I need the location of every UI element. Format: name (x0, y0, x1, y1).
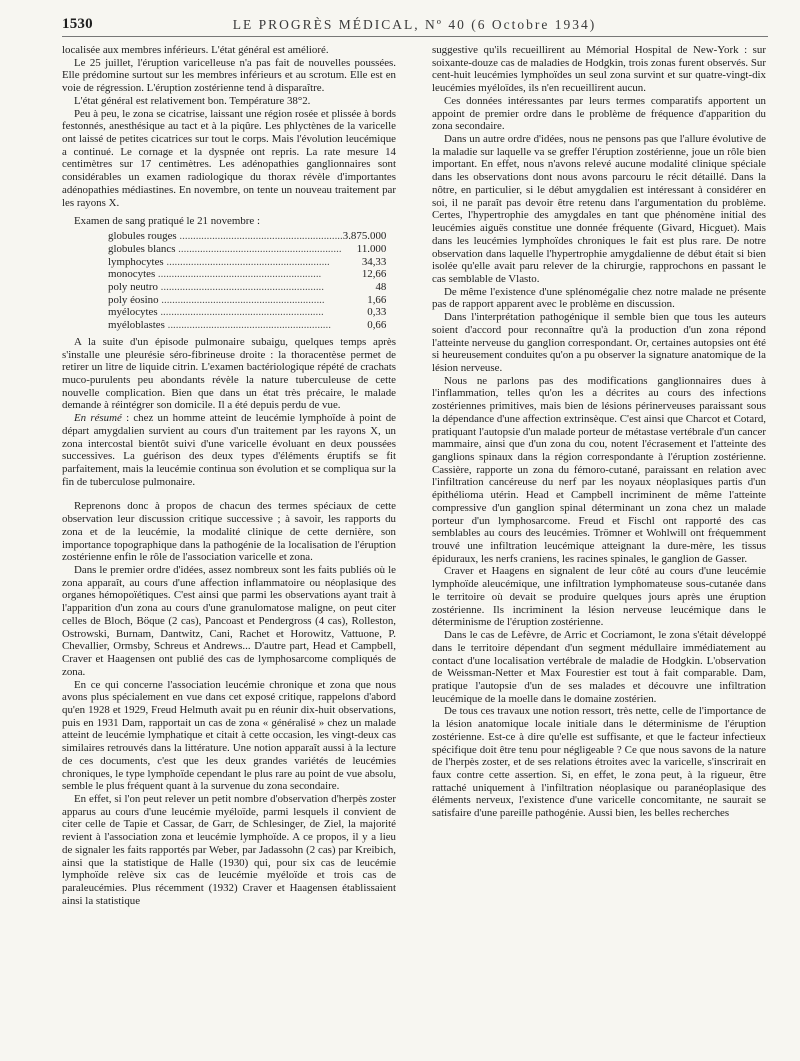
dot-leader: ............................................................ (175, 242, 342, 255)
blood-exam-row (108, 294, 386, 307)
summary-text: : chez un homme atteint de leucémie lymphoïde à point de départ amygdalien survient au cours d'un traitement par les rayons X, un zona intercostal bientôt suivi d'une varicelle évoluant en deux poussées successives. La guérison des deux types d'éléments éruptifs se fit parfaitement, mais la leucémie continua son évolution et se compliqua sur la fin de tuberculose pulmonaire. (62, 412, 396, 488)
blood-exam-value: 34,33 (361, 255, 387, 268)
paragraph: De même l'existence d'une splénomégalie chez notre malade ne présente pas de rapport apparent avec le problème en discussion. (432, 285, 766, 311)
paragraph: suggestive qu'ils recueillirent au Mémorial Hospital de New-York : sur soixante-douze cas de maladies de Hodgkin, trois zonas furent observés. Sur cent-huit leucémies lymphoïdes un seul zona survint et sur quatre-vingt-dix leucémies myéloïdes, ils n'en recueillirent aucun. (432, 44, 766, 95)
blood-exam-value: 0,33 (367, 306, 387, 319)
page-header (62, 12, 767, 38)
dot-leader: ............................................................ (157, 306, 324, 319)
paragraph: En effet, si l'on peut relever un petit nombre d'observation d'herpès zoster apparus au cours d'une leucémie myéloïde, parmi lesquels il convient de citer celle de Tapie et Cassar, de Garr, de Schlesinger, de Ziel, la majorité revient à l'association zona et leucémie lymphoïde. A ce propos, il y a lieu de signaler les faits rapportés par Weber, par Jadassohn (2 cas) par Kreibich, ainsi que la statistique de Halle (1930) qui, pour six cas de leucémie lymphoïde relève six cas de leucémie myéloïde et trois cas de paraleucémies. Plus récemment (1932) Craver et Haagensen établissaient ainsi la statistique (62, 792, 396, 907)
paragraph: De tous ces travaux une notion ressort, très nette, celle de l'importance de la lésion anatomique locale initiale dans le déterminisme de l'éruption zostérienne. Est-ce à dire qu'elle est suffisante, et que le facteur infectieux spécifique doit être tenu pour négligeable ? Ce que nous savons de la nature de l'herpès zoster, et de ses relations étroites avec la varicelle, s'inscrirait en faux contre cette assertion. Si, en effet, le zona peut, à la rigueur, être rattaché uniquement à l'infiltration néoplasique ou paranéoplasique des éléments nerveux, l'existence d'une varicelle concomitante, ne saurait se satisfaire d'une pareille pathogénie. Aussi bien, les belles recherches (432, 705, 766, 820)
blood-exam-label: myéloblastes (108, 319, 165, 332)
paragraph: Ces données intéressantes par leurs termes comparatifs apportent un appoint de premier ordre dans le problème de fréquence d'apparition du zona secondaire. (432, 94, 766, 133)
dot-leader: ............................................................ (176, 230, 343, 243)
paragraph: A la suite d'un épisode pulmonaire subaigu, quelques temps après s'installe une pleurésie séro-fibrineuse droite : la thoracentèse permet de retirer un litre de liquide citrin. L'examen bactériologique répété de crachats muco-purulents peu abondants révèle la nature tuberculeuse de cette nouvelle complication. Bien que dans un état très précaire, le malade demande à réintégrer son domicile. Il a été depuis perdu de vue. (62, 335, 396, 412)
blood-exam-label: poly neutro (108, 280, 158, 293)
blood-exam-row (108, 243, 386, 256)
paragraph: L'état général est relativement bon. Température 38°2. (74, 94, 311, 107)
page-number: 1530 (62, 16, 93, 32)
paragraph: Craver et Haagens en signalent de leur côté au cours d'une leucémie lymphoïde aleucémique, une infiltration lymphomateuse sous-cutanée dans le territoire où devait se produire quelques jours après une éruption zostérienne. Ils incriminent la lésion nerveuse leucémique dans le déterminisme de l'éruption zostérienne. (432, 565, 766, 629)
summary-lead: En résumé (74, 412, 122, 425)
paragraph: Le 25 juillet, l'éruption varicelleuse n'a pas fait de nouvelles poussées. Elle prédomine surtout sur les membres inférieurs et au scrotum. Elle est en voie de régression. L'éruption zostérienne tend à disparaître. (62, 56, 396, 95)
paragraph: Dans un autre ordre d'idées, nous ne pensons pas que l'allure évolutive de la maladie sur laquelle va se greffer l'éruption zostérienne, joue un rôle bien important. En effet, nous n'avons relevé aucune modalité clinique spéciale dans les observations dont nous avons parcouru le récit détaillé. Dans la nôtre, en particulier, si le début amygdalien est intéressant à considérer en soi, il ne paraît pas devoir être retenu dans l'argumentation du problème. Certes, l'hypertrophie des amygdales en tant que phénomène initial des leucémies aiguës constitue une donnée fréquente (Givard, Hicguet). Mais dans les leucémies lymphoïdes chroniques le fait est plus rare. De notre observation dans laquelle l'hypertrophie amygdalienne de début était si bien isolée qu'elle avait paru relever de la chirurgie, rapprochons en passant le cas semblable de Vlasto. (432, 133, 766, 285)
header-rule (62, 36, 768, 37)
blood-exam-row (108, 306, 386, 319)
blood-exam-value: 48 (375, 280, 387, 293)
blood-exam-label: globules blancs (108, 242, 176, 255)
blood-exam-value: 12,66 (361, 268, 387, 281)
blood-exam-value: 0,66 (367, 319, 387, 332)
dot-leader: ............................................................ (158, 293, 325, 306)
dot-leader: ............................................................ (157, 280, 325, 293)
blood-exam-label: lymphocytes (108, 255, 164, 268)
summary-paragraph (62, 412, 396, 488)
paragraph: Reprenons donc à propos de chacun des termes spéciaux de cette observation leur discussion critique successive ; à savoir, les rapports du zona et de la leucémie, la modalité clinique de cette dernière, son importance topographique dans la pathogénie de la localisation de l'éruption zostérienne enfin le rôle de l'association varicelle et zona. (62, 500, 396, 564)
paragraph: Peu à peu, le zona se cicatrise, laissant une région rosée et plissée à bords festonnés, anesthésique au tact et à la piqûre. Les phlyctènes de la varicelle ont laissé de petites cicatrices sur tout le corps. Mais l'évolution leucémique a continué. Le cornage et la dyspnée ont repris. La rate mesure 14 centimètres sur 17 centimètres. Les adénopathies ganglionnaires sont considérables un examen radiologique du thorax révèle d'importantes adénopathies médiastines. En novembre, on tente un nouveau traitement par les rayons X. (62, 107, 396, 209)
blood-exam-value: 3.875.000 (342, 230, 387, 243)
blood-exam-label: globules rouges (108, 230, 177, 243)
blood-exam-label: poly éosino (108, 293, 159, 306)
left-column (62, 44, 396, 907)
paragraph: Nous ne parlons pas des modifications ganglionnaires dues à l'inflammation, telles qu'on les a décrites au cours des infections zostériennes primitives, mais bien de lésions périnerveuses paraissant sous la dépendance d'une affection extrinsèque. C'est ainsi que Charcot et Cotard, pratiquant l'autopsie d'un malade porteur de métastase vertébrale d'un cancer mammaire, ainsi que d'un zona du cou, notent l'écrasement et l'atteinte des ganglions spinaux dans la région correspondante à l'éruption zostérienne. Cassière, rapporte un zona du fémoro-cutané, paraissant en relation avec l'infiltration cancéreuse du nerf par les noyaux néoplasiques partis d'un épithélioma utérin. Head et Campbell incriminent de même l'atteinte compressive d'un ganglion spinal déterminant un zona chez un malade porteur d'un lymphosarcome. Freud et Fischl ont rapporté des cas semblables au cours des leucémies. Trömner et Wohlwill ont fréquemment trouvé une infiltration leucémique atteignant la dure-mère, les tissus épiduraux, les nerfs craniens, les racines spinales, le ganglion de Gasser. (432, 374, 766, 565)
blood-exam-value: 1,66 (367, 293, 387, 306)
paragraph: Dans l'interprétation pathogénique il semble bien que tous les auteurs soient d'accord pour reconnaître qu'à la production d'un zona répond l'atteinte nerveuse du ganglion correspondant. Or, certaines autopsies ont été si heureusement conduites qu'on a pu observer la signature anatomique de la lésion nerveuse. (432, 311, 766, 374)
blood-exam-table (108, 230, 386, 332)
right-column (432, 44, 766, 820)
blood-exam-label: myélocytes (108, 306, 158, 319)
blood-exam-row (108, 268, 386, 281)
blood-exam-row (108, 230, 386, 243)
running-title: LE PROGRÈS MÉDICAL, Nº 40 (6 Octobre 1934) (232, 17, 597, 32)
blood-exam-row (108, 281, 386, 294)
dot-leader: ............................................................ (163, 255, 330, 268)
blood-exam-row (108, 256, 386, 269)
blood-exam-label: monocytes (108, 268, 156, 281)
paragraph: En ce qui concerne l'association leucémie chronique et zona que nous avons plus spécialement en vue dans cet exposé critique, rappelons d'abord qu'en 1928 et 1929, Freud Helmuth avait pu en réunir dix-huit observations, puis en 1931 Dam, rapportait un cas de zona « généralisé » chez un malade atteint de leucémie lymphatique et citait à cette occasion, les vingt-deux cas similaires retrouvés dans la littérature. Une notion apparaît aussi à la lecture de ces documents, c'est que les deux grandes variétés de leucémies chroniques, le type lymphoïde cependant le plus rare au point de vue absolu, semble le plus fréquent quant à la survenue du zona secondaire. (62, 678, 396, 793)
blood-exam-value: 11.000 (356, 242, 387, 255)
paragraph: Examen de sang pratiqué le 21 novembre : (74, 215, 260, 228)
paragraph: Dans le cas de Lefèvre, de Arric et Cocriamont, le zona s'était développé dans le territoire dépendant d'un segment médullaire immédiatement au contact d'une localisation vertébrale de maladie de Hodgkin. L'observation de Weissman-Netter et Max Fourestier est tout à fait comparable. Dam, pratique l'autopsie d'un de ses malades et découvre une infiltration leucémique de la moelle dans le domaine zostérien. (432, 629, 766, 705)
dot-leader: ............................................................ (155, 268, 322, 281)
dot-leader: ............................................................ (164, 319, 331, 332)
paragraph: localisée aux membres inférieurs. L'état général est amélioré. (62, 44, 329, 56)
paragraph: Dans le premier ordre d'idées, assez nombreux sont les faits publiés où le zona apparaît, au cours d'une affection inflammatoire ou néoplasique des organes hémopoïétiques. C'est ainsi que parmi les observations ayant trait à l'apparition d'un zona au cours d'une granulomatose maligne, on peut citer celles de Bloch, Böque (2 cas), Pancoast et Pendergross (4 cas), Rolleston, Ostrowski, Burnam, Dantwitz, Cani, Rachet et Horowitz, Vattuone, P. Chevallier, Ormsby, Schreus et Andrews... D'autre part, Head et Campbell, Craver et Haagensen ont publié des cas de lymphosarcome compliqués de zona. (62, 564, 396, 678)
blood-exam-row (108, 319, 386, 332)
